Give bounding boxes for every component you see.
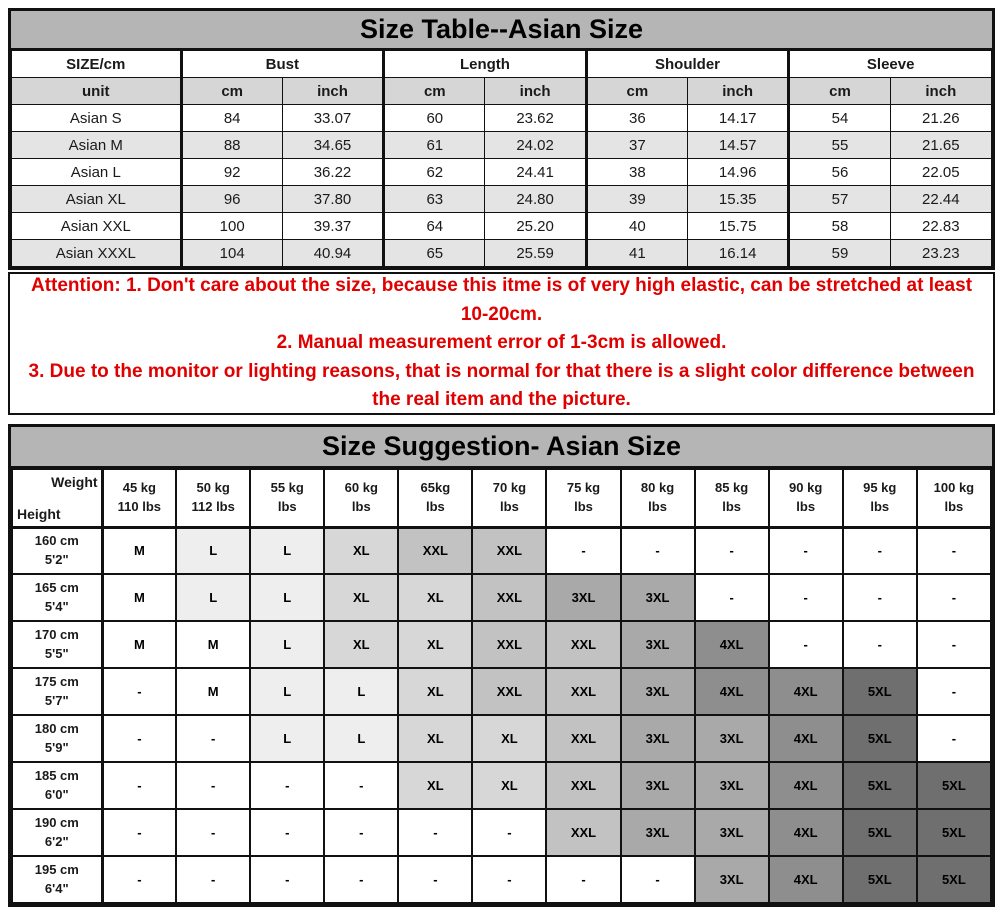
size-suggestion-cell: XXL [546,809,620,856]
size-label: Asian M [12,132,182,159]
attention-line: 3. Due to the monitor or lighting reasons, that is normal for that there is a slight color difference between the real item and the picture. [28,360,975,411]
unit-cell: inch [282,78,383,105]
measure-cell: 25.20 [485,213,586,240]
size-suggestion-cell: 5XL [843,856,917,903]
weight-header-row [12,469,991,527]
height-label: 165 cm 5'4" [12,574,102,621]
size-suggestion-cell: 5XL [843,762,917,809]
size-suggestion-cell: L [324,668,398,715]
measure-cell: 22.05 [890,159,991,186]
size-suggestion-cell: - [621,527,695,574]
measure-cell: 88 [181,132,282,159]
height-label: 160 cm 5'2" [12,527,102,574]
weight-header: 90 kg lbs [769,469,843,527]
size-suggestion-cell: M [102,621,176,668]
size-suggestion-cell: - [102,809,176,856]
measure-cell: 14.57 [688,132,789,159]
bust-group-header: Bust [181,51,384,78]
height-label: 180 cm 5'9" [12,715,102,762]
measure-cell: 24.80 [485,186,586,213]
measure-cell: 57 [789,186,890,213]
shoulder-group-header: Shoulder [586,51,789,78]
size-suggestion-cell: XXL [472,574,546,621]
size-suggestion-cell: - [176,809,250,856]
size-suggestion-cell: XXL [472,621,546,668]
measure-cell: 40.94 [282,240,383,267]
size-suggestion-cell: XL [472,762,546,809]
measure-cell: 100 [181,213,282,240]
size-suggestion-cell: XL [324,574,398,621]
measure-cell: 60 [384,105,485,132]
size-suggestion-cell: 3XL [621,762,695,809]
size-suggestion-cell: - [621,856,695,903]
size-suggestion-cell: - [843,574,917,621]
height-label: 185 cm 6'0" [12,762,102,809]
size-suggestion-cell: 3XL [695,762,769,809]
size-suggestion-cell: L [250,527,324,574]
size-suggestion-cell: 3XL [695,856,769,903]
size-suggestion-cell: M [102,527,176,574]
measure-cell: 62 [384,159,485,186]
size-suggestion-cell: L [324,715,398,762]
weight-header: 100 kg lbs [917,469,991,527]
size-suggestion-cell: - [917,574,991,621]
size-suggestion-cell: - [102,715,176,762]
measure-cell: 58 [789,213,890,240]
size-suggestion-cell: - [250,762,324,809]
measure-cell: 36 [586,105,687,132]
measure-cell: 23.62 [485,105,586,132]
measure-cell: 104 [181,240,282,267]
unit-cell: inch [688,78,789,105]
measure-cell: 22.44 [890,186,991,213]
size-suggestion-cell: - [546,856,620,903]
size-suggestion-cell: - [917,527,991,574]
corner-weight-label: Weight [51,474,98,490]
unit-cell: cm [384,78,485,105]
height-label: 195 cm 6'4" [12,856,102,903]
size-suggestion-cell: L [250,715,324,762]
size-suggestion-cell: XL [398,762,472,809]
size-suggestion-cell: - [176,856,250,903]
measure-cell: 37.80 [282,186,383,213]
measure-cell: 33.07 [282,105,383,132]
measure-cell: 21.26 [890,105,991,132]
size-suggestion-cell: - [102,762,176,809]
size-suggestion-cell: 4XL [695,621,769,668]
suggestion-row [12,809,991,856]
size-suggestion-cell: - [769,527,843,574]
size-suggestion-cell: 4XL [769,809,843,856]
size-suggestion-cell: 5XL [917,856,991,903]
size-suggestion-cell: L [176,574,250,621]
size-suggestion-cell: - [472,809,546,856]
size-suggestion-cell: M [176,668,250,715]
measure-cell: 15.35 [688,186,789,213]
size-suggestion-title: Size Suggestion- Asian Size [11,427,992,468]
size-suggestion-cell: XXL [546,762,620,809]
measure-cell: 61 [384,132,485,159]
size-suggestion-cell: XXL [546,621,620,668]
measure-cell: 55 [789,132,890,159]
size-suggestion-cell: - [102,856,176,903]
measure-cell: 84 [181,105,282,132]
weight-header: 80 kg lbs [621,469,695,527]
measure-cell: 14.96 [688,159,789,186]
measure-cell: 63 [384,186,485,213]
size-suggestion-cell: XXL [398,527,472,574]
size-label: Asian L [12,159,182,186]
measure-cell: 96 [181,186,282,213]
size-suggestion-cell: - [917,715,991,762]
sleeve-group-header: Sleeve [789,51,992,78]
size-suggestion-cell: 3XL [695,809,769,856]
weight-header: 70 kg lbs [472,469,546,527]
unit-cell: cm [181,78,282,105]
size-suggestion-cell: M [102,574,176,621]
size-suggestion-table [11,468,992,904]
size-suggestion-cell: XL [472,715,546,762]
size-table-group-header-row [12,51,992,78]
suggestion-row [12,715,991,762]
size-suggestion-cell: 5XL [917,809,991,856]
size-suggestion-cell: XL [324,621,398,668]
weight-header: 55 kg lbs [250,469,324,527]
size-suggestion-cell: XXL [546,715,620,762]
size-suggestion-cell: 4XL [769,715,843,762]
size-suggestion-cell: 5XL [843,809,917,856]
size-suggestion-cell: L [250,621,324,668]
attention-line: 2. Manual measurement error of 1-3cm is allowed. [276,332,727,354]
size-suggestion-cell: 5XL [843,715,917,762]
size-suggestion-cell: 4XL [769,668,843,715]
size-suggestion-cell: - [324,809,398,856]
measure-cell: 34.65 [282,132,383,159]
size-suggestion-cell: XXL [472,527,546,574]
suggestion-row [12,668,991,715]
measure-cell: 56 [789,159,890,186]
size-label: Asian XXL [12,213,182,240]
measure-cell: 54 [789,105,890,132]
measure-cell: 22.83 [890,213,991,240]
size-suggestion-cell: - [769,574,843,621]
size-suggestion-cell: - [398,856,472,903]
height-label: 170 cm 5'5" [12,621,102,668]
size-suggestion-cell: - [769,621,843,668]
size-suggestion-cell: - [250,809,324,856]
size-table [11,50,992,267]
size-suggestion-cell: - [695,574,769,621]
size-table-unit-row [12,78,992,105]
suggestion-row [12,856,991,903]
size-suggestion-cell: - [324,762,398,809]
measure-cell: 21.65 [890,132,991,159]
size-suggestion-cell: - [843,527,917,574]
size-table-row [12,186,992,213]
size-suggestion-cell: - [917,668,991,715]
size-suggestion-cell: 3XL [546,574,620,621]
measure-cell: 37 [586,132,687,159]
size-suggestion-cell: - [250,856,324,903]
weight-header: 85 kg lbs [695,469,769,527]
size-suggestion-cell: XXL [546,668,620,715]
measure-cell: 40 [586,213,687,240]
size-table-title: Size Table--Asian Size [11,11,992,50]
size-suggestion-cell: L [176,527,250,574]
size-suggestion-cell: 4XL [769,762,843,809]
unit-cell: inch [890,78,991,105]
measure-cell: 41 [586,240,687,267]
size-suggestion-cell: XL [324,527,398,574]
weight-header: 60 kg lbs [324,469,398,527]
unit-cell: cm [586,78,687,105]
size-suggestion-cell: - [176,715,250,762]
size-suggestion-cell: 4XL [769,856,843,903]
size-suggestion-cell: 3XL [695,715,769,762]
measure-cell: 39 [586,186,687,213]
size-suggestion-cell: XL [398,715,472,762]
size-suggestion-cell: - [324,856,398,903]
weight-header: 75 kg lbs [546,469,620,527]
unit-cell: cm [789,78,890,105]
measure-cell: 39.37 [282,213,383,240]
size-suggestion-cell: 5XL [843,668,917,715]
size-suggestion-cell: XL [398,668,472,715]
size-suggestion-cell: 3XL [621,621,695,668]
size-suggestion-cell: 3XL [621,668,695,715]
weight-header: 50 kg 112 lbs [176,469,250,527]
size-col-header: SIZE/cm [12,51,182,78]
size-table-row [12,240,992,267]
measure-cell: 65 [384,240,485,267]
size-table-row [12,213,992,240]
measure-cell: 15.75 [688,213,789,240]
measure-cell: 64 [384,213,485,240]
weight-header: 65kg lbs [398,469,472,527]
unit-cell: inch [485,78,586,105]
weight-height-corner-cell [12,469,102,527]
measure-cell: 59 [789,240,890,267]
attention-line: Attention: 1. Don't care about the size, because this itme is of very high elastic, can be stretched at least 10-20cm. [30,275,973,325]
size-suggestion-cell: - [102,668,176,715]
size-table-row [12,105,992,132]
size-suggestion-cell: M [176,621,250,668]
measure-cell: 24.41 [485,159,586,186]
measure-cell: 36.22 [282,159,383,186]
size-suggestion-cell: XL [398,574,472,621]
size-suggestion-cell: 3XL [621,574,695,621]
measure-cell: 24.02 [485,132,586,159]
size-suggestion-section [8,424,995,907]
size-suggestion-cell: L [250,668,324,715]
weight-header: 45 kg 110 lbs [102,469,176,527]
size-suggestion-cell: 3XL [621,809,695,856]
corner-height-label: Height [17,505,61,522]
size-table-row [12,132,992,159]
size-suggestion-cell: XXL [472,668,546,715]
size-suggestion-cell: - [472,856,546,903]
size-suggestion-cell: 5XL [917,762,991,809]
suggestion-row [12,621,991,668]
measure-cell: 38 [586,159,687,186]
size-label: Asian XL [12,186,182,213]
size-suggestion-cell: L [250,574,324,621]
size-label: Asian S [12,105,182,132]
measure-cell: 16.14 [688,240,789,267]
size-suggestion-cell: - [695,527,769,574]
weight-header: 95 kg lbs [843,469,917,527]
size-suggestion-cell: 4XL [695,668,769,715]
size-suggestion-cell: - [546,527,620,574]
size-table-row [12,159,992,186]
size-suggestion-cell: - [398,809,472,856]
height-label: 190 cm 6'2" [12,809,102,856]
measure-cell: 92 [181,159,282,186]
size-suggestion-cell: - [917,621,991,668]
attention-note [8,272,995,415]
measure-cell: 25.59 [485,240,586,267]
size-table-section [8,8,995,270]
suggestion-row [12,574,991,621]
length-group-header: Length [384,51,587,78]
size-suggestion-cell: - [176,762,250,809]
size-suggestion-cell: XL [398,621,472,668]
size-suggestion-cell: 3XL [621,715,695,762]
unit-label: unit [12,78,182,105]
height-label: 175 cm 5'7" [12,668,102,715]
size-suggestion-cell: - [843,621,917,668]
size-label: Asian XXXL [12,240,182,267]
measure-cell: 23.23 [890,240,991,267]
suggestion-row [12,527,991,574]
measure-cell: 14.17 [688,105,789,132]
suggestion-row [12,762,991,809]
